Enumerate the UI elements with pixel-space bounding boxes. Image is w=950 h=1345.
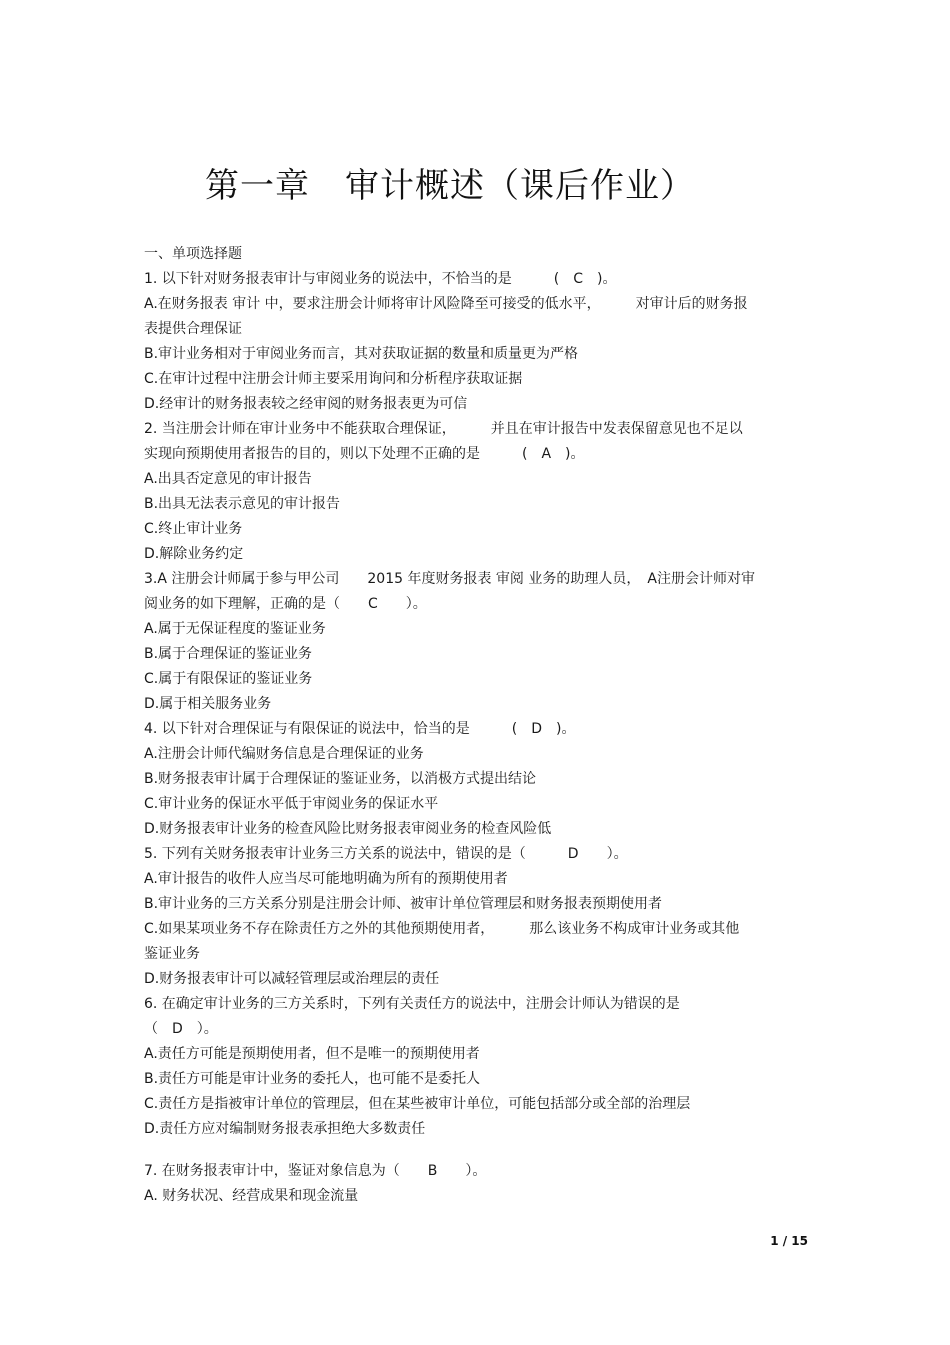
question-3-option-b: B.属于合理保证的鉴证业务 <box>144 646 313 662</box>
question-3: 3.A 注册会计师属于参与甲公司 2015 年度财务报表 审阅 业务的助理人员， A注册会计师对审 <box>144 571 755 587</box>
question-6-option-b: B.责任方可能是审计业务的委托人，也可能不是委托人 <box>144 1071 481 1087</box>
document-body <box>144 242 808 1209</box>
page-title: 第一章 审计概述（课后作业） <box>205 166 695 206</box>
question-6-option-a: A.责任方可能是预期使用者，但不是唯一的预期使用者 <box>144 1046 480 1062</box>
question-4-option-d: D.财务报表审计业务的检查风险比财务报表审阅业务的检查风险低 <box>144 821 552 837</box>
question-2-continued: 实现向预期使用者报告的目的，则以下处理不正确的是 ( A )。 <box>144 446 585 462</box>
question-4: 4. 以下针对合理保证与有限保证的说法中，恰当的是 ( D )。 <box>144 721 576 737</box>
question-4-option-b: B.财务报表审计属于合理保证的鉴证业务，以消极方式提出结论 <box>144 771 537 787</box>
question-2-option-a: A.出具否定意见的审计报告 <box>144 471 312 487</box>
question-5-option-b: B.审计业务的三方关系分别是注册会计师、被审计单位管理层和财务报表预期使用者 <box>144 896 663 912</box>
question-5-option-c: C.如果某项业务不存在除责任方之外的其他预期使用者， 那么该业务不构成审计业务或其他 <box>144 921 740 937</box>
question-1-option-d: D.经审计的财务报表较之经审阅的财务报表更为可信 <box>144 396 468 412</box>
question-4-option-a: A.注册会计师代编财务信息是合理保证的业务 <box>144 746 424 762</box>
question-2-option-b: B.出具无法表示意见的审计报告 <box>144 496 341 512</box>
question-6-answer: （ D ）。 <box>144 1021 218 1037</box>
question-3-option-a: A.属于无保证程度的鉴证业务 <box>144 621 326 637</box>
question-6-option-c: C.责任方是指被审计单位的管理层，但在某些被审计单位，可能包括部分或全部的治理层 <box>144 1096 691 1112</box>
question-7: 7. 在财务报表审计中，鉴证对象信息为（ B ）。 <box>144 1163 487 1179</box>
question-2-option-c: C.终止审计业务 <box>144 521 243 537</box>
question-3-continued: 阅业务的如下理解，正确的是（ C ）。 <box>144 596 427 612</box>
question-5: 5. 下列有关财务报表审计业务三方关系的说法中，错误的是（ D ）。 <box>144 846 628 862</box>
question-3-option-c: C.属于有限保证的鉴证业务 <box>144 671 313 687</box>
question-6: 6. 在确定审计业务的三方关系时，下列有关责任方的说法中，注册会计师认为错误的是 <box>144 996 680 1012</box>
question-5-option-d: D.财务报表审计可以减轻管理层或治理层的责任 <box>144 971 440 987</box>
question-6-option-d: D.责任方应对编制财务报表承担绝大多数责任 <box>144 1121 426 1137</box>
page-number: 1 / 15 <box>770 1234 808 1248</box>
question-1-option-a: A.在财务报表 审计 中，要求注册会计师将审计风险降至可接受的低水平， 对审计后的财务报 <box>144 296 748 312</box>
question-2-option-d: D.解除业务约定 <box>144 546 244 562</box>
question-1: 1. 以下针对财务报表审计与审阅业务的说法中，不恰当的是 ( C )。 <box>144 271 617 287</box>
question-4-option-c: C.审计业务的保证水平低于审阅业务的保证水平 <box>144 796 439 812</box>
section-heading: 一、单项选择题 <box>144 246 242 262</box>
question-1-option-a-continued: 表提供合理保证 <box>144 321 242 337</box>
paragraph-gap <box>144 1142 808 1159</box>
question-2: 2. 当注册会计师在审计业务中不能获取合理保证， 并且在审计报告中发表保留意见也不足以 <box>144 421 743 437</box>
question-3-option-d: D.属于相关服务业务 <box>144 696 272 712</box>
question-1-option-c: C.在审计过程中注册会计师主要采用询问和分析程序获取证据 <box>144 371 523 387</box>
question-5-option-c-continued: 鉴证业务 <box>144 946 200 962</box>
question-1-option-b: B.审计业务相对于审阅业务而言，其对获取证据的数量和质量更为严格 <box>144 346 579 362</box>
question-5-option-a: A.审计报告的收件人应当尽可能地明确为所有的预期使用者 <box>144 871 508 887</box>
question-7-option-a: A. 财务状况、经营成果和现金流量 <box>144 1188 359 1204</box>
